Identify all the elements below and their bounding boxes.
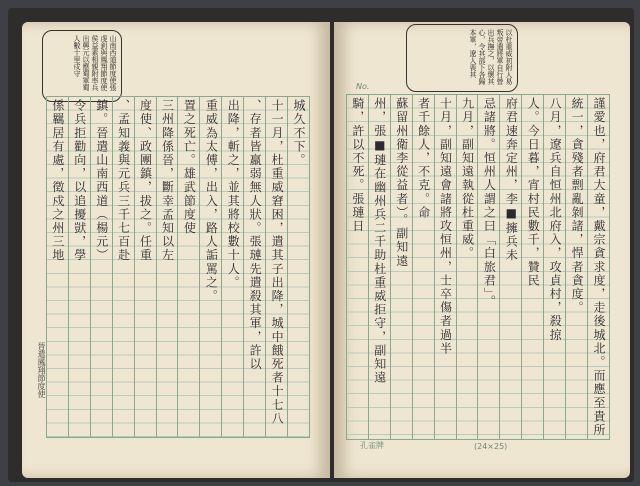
margin-annotation: 晉遣鳳翔節度使: [37, 342, 46, 398]
publisher-mark: 孔雀牌: [360, 441, 384, 450]
text-column: 、孟知義與元兵三千七百赴: [112, 97, 134, 437]
text-column: 重威為太傅，出入，路人詬罵之。: [199, 97, 221, 437]
text-column: 州，張■璉在幽州兵二千助杜重威拒守，副知遠: [368, 95, 390, 439]
page-number-label: No.: [356, 82, 370, 91]
text-column: 謹愛也，府君大童，戴宗貪求度，走後城北。而應至貴所: [587, 95, 609, 439]
text-column: 人。今日暮，宵村民數千，贊民: [521, 95, 543, 439]
right-page: [334, 22, 630, 478]
text-column: 三州降係晉，斷幸孟知以左: [156, 97, 178, 437]
text-column: 蘇留州衛李從益者）。副知遠: [390, 95, 412, 439]
text-column: 八月，遼兵自恒州北府入，攻貞村，殺掠: [543, 95, 565, 439]
text-column: 騎，許以不死。張璉日: [350, 97, 365, 233]
text-column: 度使、政團鎮，拔之。任重: [134, 97, 156, 437]
right-margin-note: 以杜重威初附人易叛帝遣將軍自行營出兵撫之，以懷其心，令其部下各歸本軍，遼人喪其: [406, 24, 518, 92]
text-column: 令兵拒勸向，以追擾獃，學: [68, 97, 90, 437]
left-manuscript-grid: [46, 96, 310, 438]
notebook: [8, 8, 634, 482]
text-column: 忌諸將。恒州人謂之曰「白旅君」。: [477, 95, 499, 439]
left-page: [22, 22, 330, 478]
text-column: 係羈居有處，徵戍之州三地: [50, 99, 65, 263]
text-column: 、存者皆羸弱無人狀。張璉先遣殺其軍，許以: [243, 97, 265, 437]
text-column: 十月，副知遠會諸將攻恒州，士卒傷者過半: [434, 95, 456, 439]
text-column: 置之死亡。雄武節度使: [177, 97, 199, 437]
text-column: 鎮。晉遣山南西道（楊元）: [90, 97, 112, 437]
grid-size-label: (24×25): [474, 442, 508, 451]
text-column: 府君速奔定州，李■擁兵未: [499, 95, 521, 439]
text-column: 城久不下。: [287, 97, 309, 437]
text-column: 九月，副知遠執從杜重威。: [456, 95, 478, 439]
text-column: 十一月，杜重威窘困，遣其子出降，城中餓死者十七八: [265, 97, 287, 437]
text-column: 出降，斬之，並其將校數十人。: [221, 97, 243, 437]
right-manuscript-grid: [346, 94, 610, 440]
text-column: 者千餘人，不克。命: [412, 95, 434, 439]
left-margin-note: 山南西道節度使張虔釗與鳳翔節度使侯益素相親附率兵出興元以應蜀軍蜀人數十里戍守: [42, 30, 122, 102]
text-column: 統一，貪殘者剽亂剝諸，悍者貪度。: [565, 95, 587, 439]
